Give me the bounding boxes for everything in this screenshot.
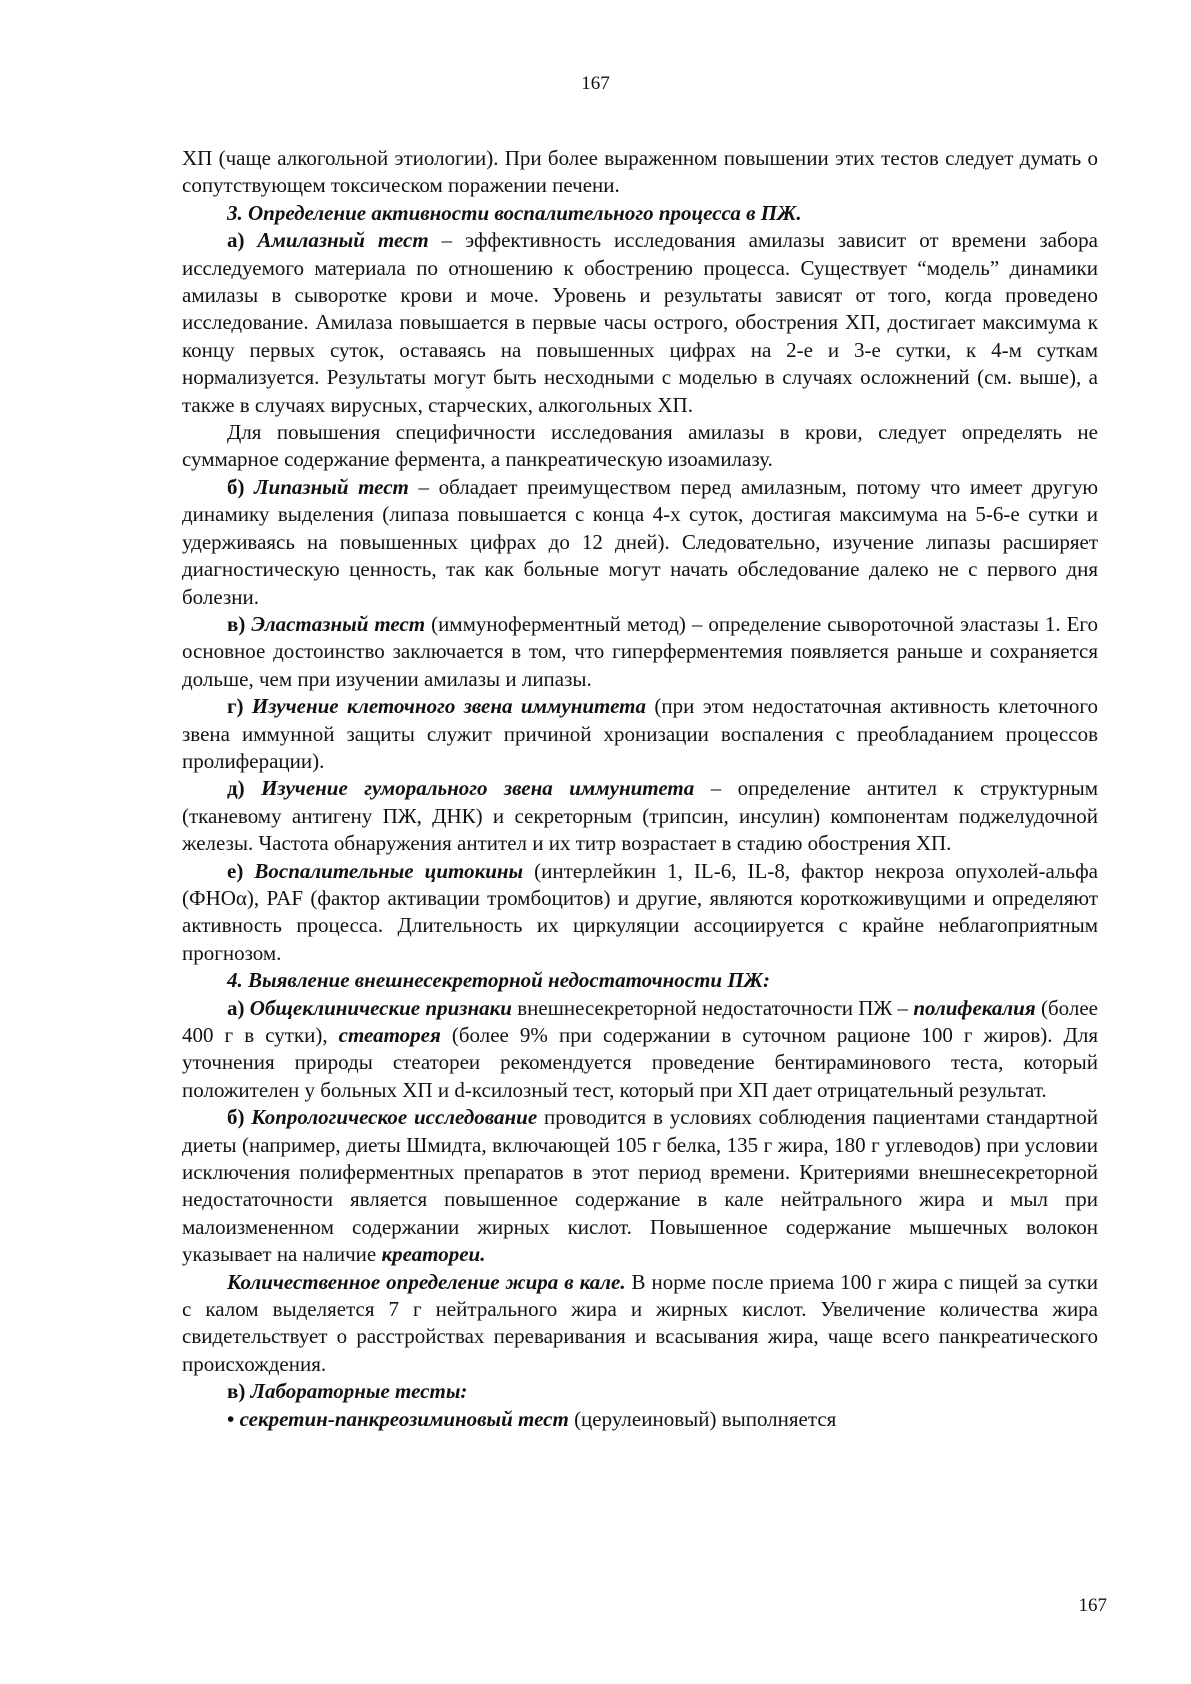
bullet-icon: • <box>227 1406 235 1431</box>
item-text: (более 400 г в сутки), <box>182 995 1098 1047</box>
item-text: (более 9% при содержании в суточном рационе 100 г жиров). Для уточнения природы стеатореи рекомендуется проведение бентираминового теста, который положителен у больных ХП и d-ксилозный тест, который при ХП дает отрицательный результат. <box>182 1023 1098 1102</box>
page-number-bottom: 167 <box>1078 1595 1107 1616</box>
item-lab-tests <box>182 1378 1098 1405</box>
item-letter: е) <box>227 858 244 883</box>
heading-text: 4. Выявление внешнесекреторной недостаточности ПЖ: <box>227 968 770 993</box>
item-title: Липазный тест <box>254 474 409 499</box>
item-text: (церулеиновый) выполняется <box>568 1406 837 1431</box>
item-text: – определение антител к структурным (тканевому антигену ПЖ, ДНК) и секреторным (трипсин, инсулин) компонентам поджелудочной железы. Частота обнаружения антител и их титр возрастает в стадию обострения ХП. <box>182 776 1099 856</box>
bullet-secretin-test <box>182 1406 1098 1433</box>
item-lipase <box>182 474 1098 611</box>
item-title: Изучение клеточного звена иммунитета <box>251 694 646 719</box>
term-creatorrhea: креатореи. <box>381 1242 486 1267</box>
item-text: (интерлейкин 1, IL-6, IL-8, фактор некроза опухолей-альфа (ФНОα), PAF (фактор активации тромбоцитов) и другие, являются короткоживущими и определяют активность процесса. Длительность их циркуляции ассоциируется с крайне неблагоприятным прогнозом. <box>182 858 1098 965</box>
item-title: Копрологическое исследование <box>251 1105 538 1130</box>
section-3-heading <box>182 200 1098 227</box>
item-title: Общеклинические признаки <box>249 995 512 1020</box>
item-amylase <box>182 227 1098 419</box>
item-cytokines <box>182 858 1098 968</box>
item-text: (при этом недостаточная активность клеточного звена иммунной защиты служит причиной хронизации воспаления с преобладанием процессов пролиферации). <box>182 694 1098 773</box>
item-title: Воспалительные цитокины <box>254 858 524 883</box>
paragraph-text: ХП (чаще алкогольной этиологии). При более выраженном повышении этих тестов следует думать о сопутствующем токсическом поражении печени. <box>182 146 1098 198</box>
page-number-top: 167 <box>581 73 610 94</box>
item-humoral-immunity <box>182 775 1098 857</box>
item-letter: в) <box>227 611 246 636</box>
item-letter: д) <box>227 776 245 801</box>
paragraph-isoamylase <box>182 419 1098 474</box>
item-text: – эффективность исследования амилазы зависит от времени забора исследуемого материала по отношению к обострению процесса. Существует “модель” динамики амилазы в сыворотке крови и моче. Уровень и результаты зависят от того, когда проведено исследование. Амилаза повышается в первые часы острого, обострения ХП, достигает максимума к концу первых суток, оставаясь на повышенных цифрах на 2-е и 3-е сутки, к 4-м суткам нормализуется. Результаты могут быть несходными с моделью в случаях осложнений (см. выше), а также в случаях вирусных, старческих, алкогольных ХП. <box>182 228 1098 417</box>
paragraph-text: Для повышения специфичности исследования амилазы в крови, следует определять не суммарное содержание фермента, а панкреатическую изоамилазу. <box>182 420 1098 472</box>
item-text: В норме после приема 100 г жира с пищей за сутки с калом выделяется 7 г нейтрального жира и жирных кислот. Увеличение количества жира свидетельствует о расстройствах переваривания и всасывания жира, чаще всего панкреатического происхождения. <box>182 1269 1098 1376</box>
item-text: проводится в условиях соблюдения пациентами стандартной диеты (например, диеты Шмидта, включающей 105 г белка, 135 г жира, 180 г углеводов) при условии исключения полиферментных препаратов в этот период времени. Критериями внешнесекреторной недостаточности является повышенное содержание в кале нейтрального жира и мыл при малоизмененном содержании жирных кислот. Повышенное содержание мышечных волокон указывает на наличие <box>182 1105 1098 1267</box>
item-title: Лабораторные тесты: <box>250 1379 468 1404</box>
section-4-heading <box>182 967 1098 994</box>
item-title: Амилазный тест <box>257 228 429 253</box>
paragraph-fat-quantification <box>182 1269 1098 1379</box>
item-elastase <box>182 611 1098 693</box>
item-letter: г) <box>227 694 244 719</box>
paragraph-intro <box>182 145 1098 200</box>
item-letter: а) <box>227 995 245 1020</box>
item-text: внешнесекреторной недостаточности ПЖ – <box>511 995 914 1020</box>
term-steatorrhea: стеаторея <box>338 1023 441 1047</box>
item-letter: б) <box>227 1105 245 1130</box>
item-title: Эластазный тест <box>251 611 426 636</box>
item-letter: в) <box>227 1379 246 1404</box>
item-title: Количественное определение жира в кале. <box>227 1269 626 1294</box>
item-letter: б) <box>227 474 245 499</box>
item-clinical-signs <box>182 995 1098 1105</box>
item-title: Изучение гуморального звена иммунитета <box>261 776 695 801</box>
item-letter: а) <box>227 228 245 253</box>
heading-text: 3. Определение активности воспалительного процесса в ПЖ. <box>227 200 802 225</box>
item-title: секретин-панкреозиминовый тест <box>239 1406 569 1431</box>
item-coprology <box>182 1104 1098 1268</box>
body-text <box>182 145 1098 1433</box>
item-text: – обладает преимуществом перед амилазным, потому что имеет другую динамику выделения (липаза повышается с конца 4-х суток, достигая максимума на 5-6-е сутки и удерживаясь на повышенных цифрах до 12 дней). Следовательно, изучение липазы расширяет диагностическую ценность, так как больные могут начать обследование далеко не с первого дня болезни. <box>182 474 1099 609</box>
item-cellular-immunity <box>182 693 1098 775</box>
item-text: (иммуноферментный метод) – определение сывороточной эластазы 1. Его основное достоинство заключается в том, что гиперферментемия появляется раньше и сохраняется дольше, чем при изучении амилазы и липазы. <box>182 611 1098 691</box>
term-polyfecalia: полифекалия <box>913 995 1036 1020</box>
